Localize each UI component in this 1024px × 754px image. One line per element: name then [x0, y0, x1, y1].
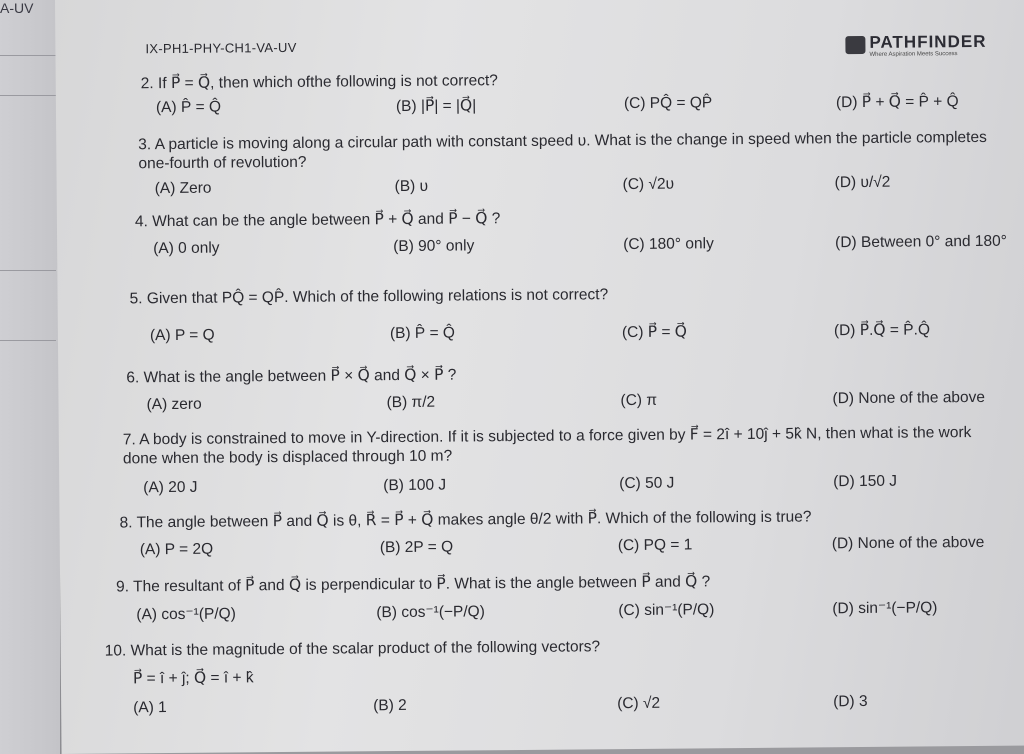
option-d: (D) 3: [833, 692, 868, 711]
option-d: (D) P⃗.Q⃗ = P̂.Q̂: [833, 321, 931, 340]
option-d: (D) P⃗ + Q⃗ = P̂ + Q̂: [835, 93, 959, 112]
options-2: [156, 91, 1024, 119]
question-9: 9. The resultant of P⃗ and Q⃗ is perpendicular to P⃗. What is the angle between P⃗ and Q⃗ ?: [116, 573, 711, 596]
margin-rule: [0, 270, 56, 271]
option-c: (C) 180° only: [623, 235, 714, 254]
option-a: (A) zero: [146, 395, 202, 414]
margin-rule: [0, 340, 56, 341]
question-6: 6. What is the angle between P⃗ × Q⃗ and Q⃗ × P⃗ ?: [126, 366, 457, 387]
worksheet-page: [55, 0, 1024, 754]
option-a: (A) P = Q: [149, 326, 215, 345]
option-d: (D) 150 J: [833, 472, 898, 491]
question-7: 7. A body is constrained to move in Y-direction. If it is subjected to a force given by F⃗ = 2î + 10ĵ + 5k̂ N, then what is the work done when the body is displaced through 10 m?: [122, 424, 972, 468]
previous-page-edge: [0, 0, 62, 754]
pathfinder-logo: [845, 31, 987, 61]
option-d: (D) sin⁻¹(−P/Q): [832, 599, 938, 618]
options-7: [143, 471, 1024, 499]
question-10: 10. What is the magnitude of the scalar product of the following vectors?: [104, 638, 601, 660]
option-b: (B) P̂ = Q̂: [389, 324, 456, 343]
option-a: (A) 20 J: [143, 478, 198, 497]
margin-rule: [0, 55, 56, 56]
options-9: [136, 597, 1024, 625]
question-5: 5. Given that PQ̂ = QP̂. Which of the following relations is not correct?: [129, 286, 609, 308]
options-4: [153, 232, 1024, 260]
option-a: (A) 1: [133, 699, 167, 717]
options-10: [133, 691, 1024, 719]
option-c: (C) P⃗ = Q⃗: [621, 323, 688, 342]
option-d: (D) Between 0° and 180°: [835, 232, 1008, 252]
option-a: (A) Zero: [154, 179, 212, 198]
margin-rule: [0, 95, 56, 96]
option-c: (C) 50 J: [619, 474, 675, 493]
options-8: [140, 533, 1024, 561]
margin-fragment: A-UV: [0, 0, 34, 16]
option-b: (B) π/2: [386, 393, 436, 412]
option-c: (C) √2: [617, 694, 661, 713]
option-c: (C) PQ̂ = QP̂: [623, 94, 713, 113]
option-b: (B) 2P = Q: [379, 538, 454, 557]
option-a: (A) cos⁻¹(P/Q): [136, 605, 236, 624]
option-d: (D) υ/√2: [834, 173, 891, 192]
logo-icon: [845, 36, 865, 54]
question-8: 8. The angle between P⃗ and Q⃗ is θ, R⃗ = P⃗ + Q⃗ makes angle θ/2 with P⃗. Which of the following is true?: [119, 508, 812, 532]
option-b: (B) υ: [394, 177, 429, 196]
question-3: 3. A particle is moving along a circular path with constant speed υ. What is the change in speed when the particle completes one-fourth of revolution?: [138, 128, 987, 173]
option-b: (B) |P⃗| = |Q⃗|: [395, 97, 477, 116]
option-c: (C) π: [620, 391, 658, 410]
logo-tagline: Where Aspiration Meets Success: [869, 51, 958, 58]
option-b: (B) 2: [373, 696, 407, 715]
question-4: 4. What can be the angle between P⃗ + Q⃗ and P⃗ − Q⃗ ?: [134, 210, 501, 231]
option-b: (B) 90° only: [393, 237, 475, 256]
option-c: (C) PQ = 1: [617, 536, 693, 555]
option-c: (C) √2υ: [622, 175, 675, 194]
option-a: (A) P̂ = Q̂: [155, 98, 222, 117]
options-5: [150, 319, 1024, 347]
logo-name: PATHFINDER: [869, 31, 987, 52]
option-d: (D) None of the above: [831, 533, 985, 553]
option-b: (B) 100 J: [383, 476, 447, 495]
option-a: (A) P = 2Q: [139, 540, 214, 559]
option-b: (B) cos⁻¹(−P/Q): [376, 603, 485, 622]
question-10-vectors: P⃗ = î + ĵ; Q⃗ = î + k̂: [132, 669, 254, 688]
sheet-code: IX-PH1-PHY-CH1-VA-UV: [145, 39, 297, 57]
option-d: (D) None of the above: [832, 388, 986, 408]
option-a: (A) 0 only: [153, 239, 220, 258]
options-6: [146, 388, 1024, 416]
question-2: 2. If P⃗ = Q⃗, then which ofthe following is not correct?: [140, 72, 498, 93]
options-3: [155, 172, 1024, 200]
option-c: (C) sin⁻¹(P/Q): [618, 601, 715, 620]
